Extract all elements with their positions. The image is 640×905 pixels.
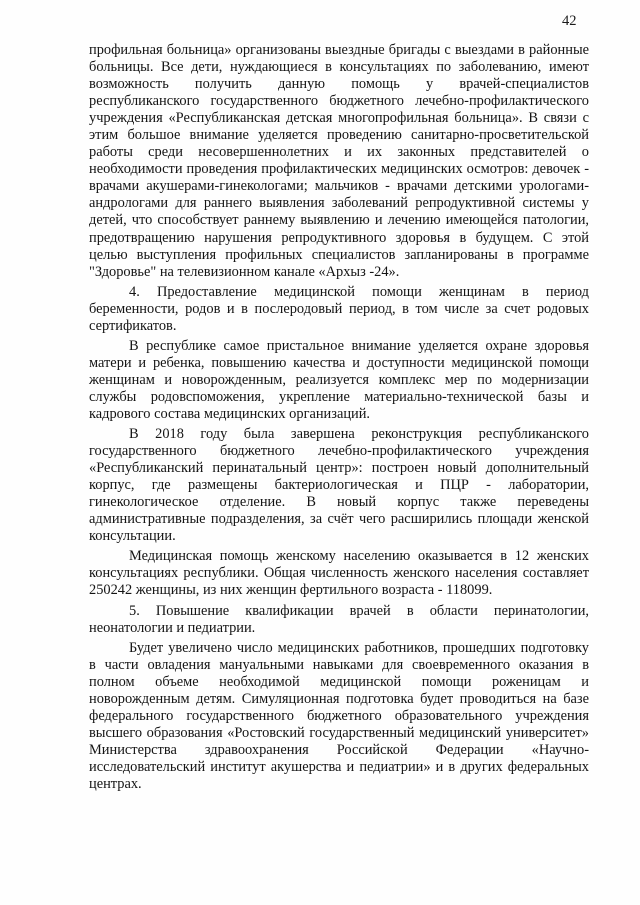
paragraph: Медицинская помощь женскому населению оказывается в 12 женских консультациях республики. Общая численность женского населения составляет 250242 женщины, из них женщин фертильного возраста - 118099. [89,548,589,599]
paragraph: Будет увеличено число медицинских работников, прошедших подготовку в части овладения мануальными навыками для своевременного оказания в полном объеме необходимой медицинской помощи роженицам и новорожденным детям. Симуляционная подготовка будет проводиться на базе федерального государственного бюджетного образовательного учреждения высшего образования «Ростовский государственный медицинский университет» Министерства здравоохранения Российской Федерации «Научно-исследовательский институт акушерства и педиатрии» и в других федеральных центрах. [89,639,589,792]
paragraph: 5. Повышение квалификации врачей в области перинатологии, неонатологии и педиатрии. [89,602,589,636]
document-body [89,42,589,793]
paragraph: В 2018 году была завершена реконструкция республиканского государственного бюджетного лечебно-профилактического учреждения «Республиканский перинатальный центр»: построен новый дополнительный корпус, где размещены бактериологическая и ПЦР - лаборатории, гинекологическое отделение. В новый корпус также переведены административные подразделения, за счёт чего расширились площади женской консультации. [89,426,589,545]
paragraph: В республике самое пристальное внимание уделяется охране здоровья матери и ребенка, повышению качества и доступности медицинской помощи женщинам и новорожденным, реализуется комплекс мер по модернизации службы родовспоможения, укрепление материально-технической базы и кадрового состава медицинских организаций. [89,337,589,422]
page-number: 42 [562,13,577,29]
paragraph: профильная больница» организованы выездные бригады с выездами в районные больницы. Все дети, нуждающиеся в консультациях по заболеванию, имеют возможность получить данную помощь у врачей-специалистов республиканского государственного бюджетного лечебно-профилактического учреждения «Республиканская детская многопрофильная больница». В связи с этим большое внимание уделяется проведению санитарно-просветительской работы среди несовершеннолетних и их законных представителей о необходимости проведения профилактических медицинских осмотров: девочек - врачами акушерами-гинекологами; мальчиков - врачами детскими урологами-андрологами для раннего выявления заболеваний репродуктивной системы у детей, что способствует раннему выявлению и лечению имеющейся патологии, предотвращению нарушения репродуктивного здоровья в будущем. С этой целью выступления профильных специалистов запланированы в программе "Здоровье" на телевизионном канале «Архыз -24». [89,42,589,280]
paragraph: 4. Предоставление медицинской помощи женщинам в период беременности, родов и в послеродовый период, в том числе за счет родовых сертификатов. [89,283,589,334]
